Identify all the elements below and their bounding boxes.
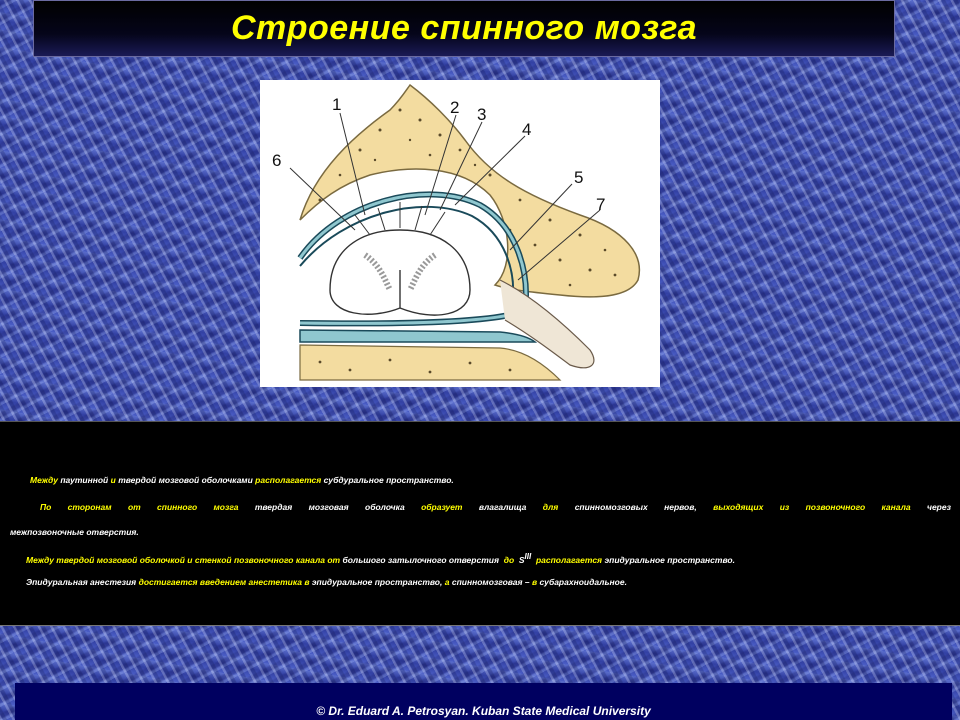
paragraph-3: Между твердой мозговой оболочкой и стенкой позвоночного канала от большого затылочного отверстия до $S^{III}$ располагается эпидуральное пространство. [26,552,735,565]
title-bar [33,0,895,57]
label-1: 1 [332,95,342,114]
copyright-text: © Dr. Eduard A. Petrosyan. Kuban State Medical University [316,704,651,718]
spinal-cord-diagram [260,80,660,387]
paragraph-4: Эпидуральная анестезия достигается введением анестетика в эпидуральное пространство, а спинномозговая – в субарахноидальное. [26,577,627,587]
spinal-cord-illustration [260,80,660,387]
label-2: 2 [450,98,460,117]
label-7: 7 [596,195,606,214]
label-3: 3 [477,105,487,124]
label-5: 5 [574,168,584,187]
label-4: 4 [522,120,532,139]
description-panel [0,421,960,626]
label-6: 6 [272,151,282,170]
footer-bar [15,683,952,720]
paragraph-2-line-2: межпозвоночные отверстия. [10,527,139,537]
page-title: Строение спинного мозга [230,9,698,47]
paragraph-2-line-1: По сторонам от спинного мозга твердая мозговая оболочка образует влагалища для спинномозговых нервов, выходящих из позвоночного канала через [40,502,951,512]
paragraph-1: Между паутинной и твердой мозговой оболочками располагается субдуральное пространство. [30,475,454,485]
